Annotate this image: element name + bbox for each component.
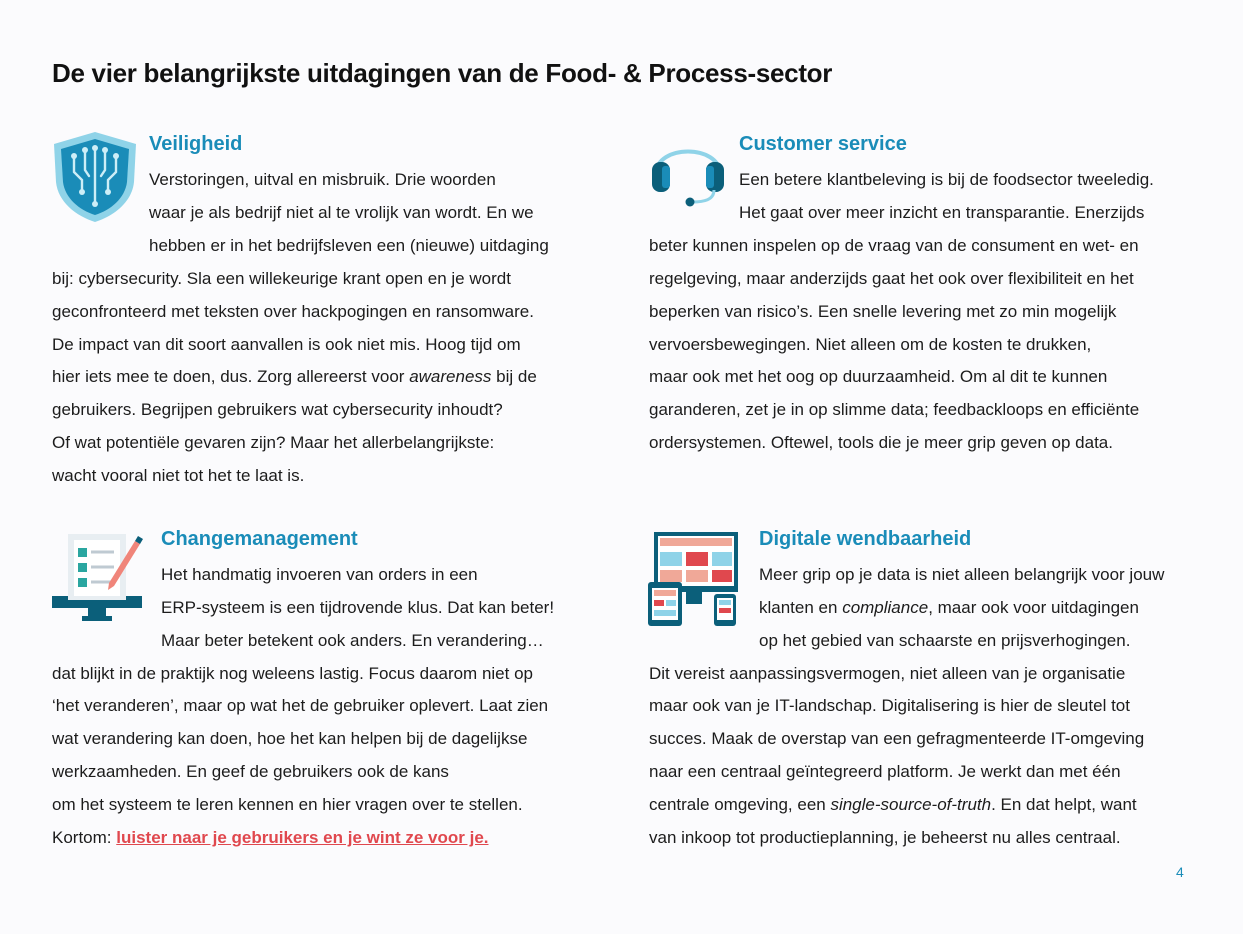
shield-circuit-icon — [52, 130, 138, 224]
text-fragment: centrale omgeving, een — [649, 795, 831, 814]
text-line: ERP-systeem is een tijdrovende klus. Dat kan beter! — [161, 598, 555, 617]
text-line — [52, 366, 537, 388]
text-line: dat blijkt in de praktijk nog weleens lastig. Focus daarom niet op — [52, 664, 533, 683]
text-fragment: , maar ook voor uitdagingen — [928, 598, 1139, 617]
text-line: De impact van dit soort aanvallen is ook niet mis. Hoog tijd om — [52, 335, 521, 354]
text-fragment: klanten en — [759, 598, 843, 617]
text-line: Maar beter betekent ook anders. En verandering… — [161, 631, 544, 650]
text-fragment: bij de — [491, 367, 537, 386]
text-line: beter kunnen inspelen op de vraag van de consument en wet- en — [649, 236, 1139, 255]
link-luister-naar-gebruikers[interactable]: luister naar je gebruikers en je wint ze voor je. — [116, 828, 489, 847]
text-line: wat verandering kan doen, hoe het kan helpen bij de dagelijkse — [52, 729, 528, 748]
text-line: waar je als bedrijf niet al te vrolijk van wordt. En we — [149, 203, 534, 222]
text-line: Een betere klantbeleving is bij de foodsector tweeledig. — [739, 170, 1154, 189]
text-line: succes. Maak de overstap van een gefragmenteerde IT-omgeving — [649, 729, 1145, 748]
text-line: Het handmatig invoeren van orders in een — [161, 565, 478, 584]
text-line: werkzaamheden. En geef de gebruikers ook de kans — [52, 762, 449, 781]
text-line: Of wat potentiële gevaren zijn? Maar het allerbelangrijkste: — [52, 433, 495, 452]
text-line — [759, 597, 1139, 619]
text-line: hebben er in het bedrijfsleven een (nieuwe) uitdaging — [149, 236, 549, 255]
text-fragment: . En dat helpt, want — [991, 795, 1137, 814]
text-line: ‘het veranderen’, maar op wat het de gebruiker oplevert. Laat zien — [52, 696, 549, 715]
text-line: op het gebied van schaarste en prijsverhogingen. — [759, 631, 1131, 650]
heading-digitale-wendbaarheid: Digitale wendbaarheid — [759, 528, 972, 550]
text-line: om het systeem te leren kennen en hier vragen over te stellen. — [52, 795, 523, 814]
text-line: Meer grip op je data is niet alleen belangrijk voor jouw — [759, 565, 1165, 584]
heading-veiligheid: Veiligheid — [149, 133, 243, 155]
text-line: vervoersbewegingen. Niet alleen om de kosten te drukken, — [649, 335, 1092, 354]
text-line: Het gaat over meer inzicht en transparantie. Enerzijds — [739, 203, 1145, 222]
emphasis-compliance: compliance — [842, 598, 929, 617]
text-line: maar ook met het oog op duurzaamheid. Om al dit te kunnen — [649, 367, 1108, 386]
text-line: Verstoringen, uitval en misbruik. Drie woorden — [149, 170, 496, 189]
emphasis-single-source-of-truth: single-source-of-truth — [830, 795, 992, 814]
heading-changemanagement: Changemanagement — [161, 528, 358, 550]
emphasis-awareness: awareness — [409, 367, 492, 386]
page-number: 4 — [1176, 864, 1184, 880]
text-fragment: Kortom: — [52, 828, 117, 847]
text-line: maar ook van je IT-landschap. Digitalisering is hier de sleutel tot — [649, 696, 1130, 715]
text-line: naar een centraal geïntegreerd platform. Je werkt dan met één — [649, 762, 1121, 781]
text-line: geconfronteerd met teksten over hackpogingen en ransomware. — [52, 302, 534, 321]
text-line — [52, 827, 489, 849]
text-line: wacht vooral niet tot het te laat is. — [52, 466, 305, 485]
text-line: ordersystemen. Oftewel, tools die je meer grip geven op data. — [649, 433, 1113, 452]
responsive-devices-icon — [648, 532, 742, 628]
text-line: regelgeving, maar anderzijds gaat het ook over flexibiliteit en het — [649, 269, 1134, 288]
text-line: van inkoop tot productieplanning, je beheerst nu alles centraal. — [649, 828, 1121, 847]
text-line: garanderen, zet je in op slimme data; feedbackloops en efficiënte — [649, 400, 1140, 419]
text-line: beperken van risico’s. Een snelle levering met zo min mogelijk — [649, 302, 1117, 321]
text-line — [649, 794, 1137, 816]
headset-icon — [648, 130, 728, 208]
heading-customer-service: Customer service — [739, 133, 907, 155]
text-line: Dit vereist aanpassingsvermogen, niet alleen van je organisatie — [649, 664, 1126, 683]
checklist-monitor-icon — [52, 530, 146, 624]
page-title: De vier belangrijkste uitdagingen van de Food- & Process-sector — [52, 58, 833, 88]
text-line: gebruikers. Begrijpen gebruikers wat cybersecurity inhoudt? — [52, 400, 503, 419]
text-fragment: hier iets mee te doen, dus. Zorg allereerst voor — [52, 367, 410, 386]
text-line: bij: cybersecurity. Sla een willekeurige krant open en je wordt — [52, 269, 511, 288]
